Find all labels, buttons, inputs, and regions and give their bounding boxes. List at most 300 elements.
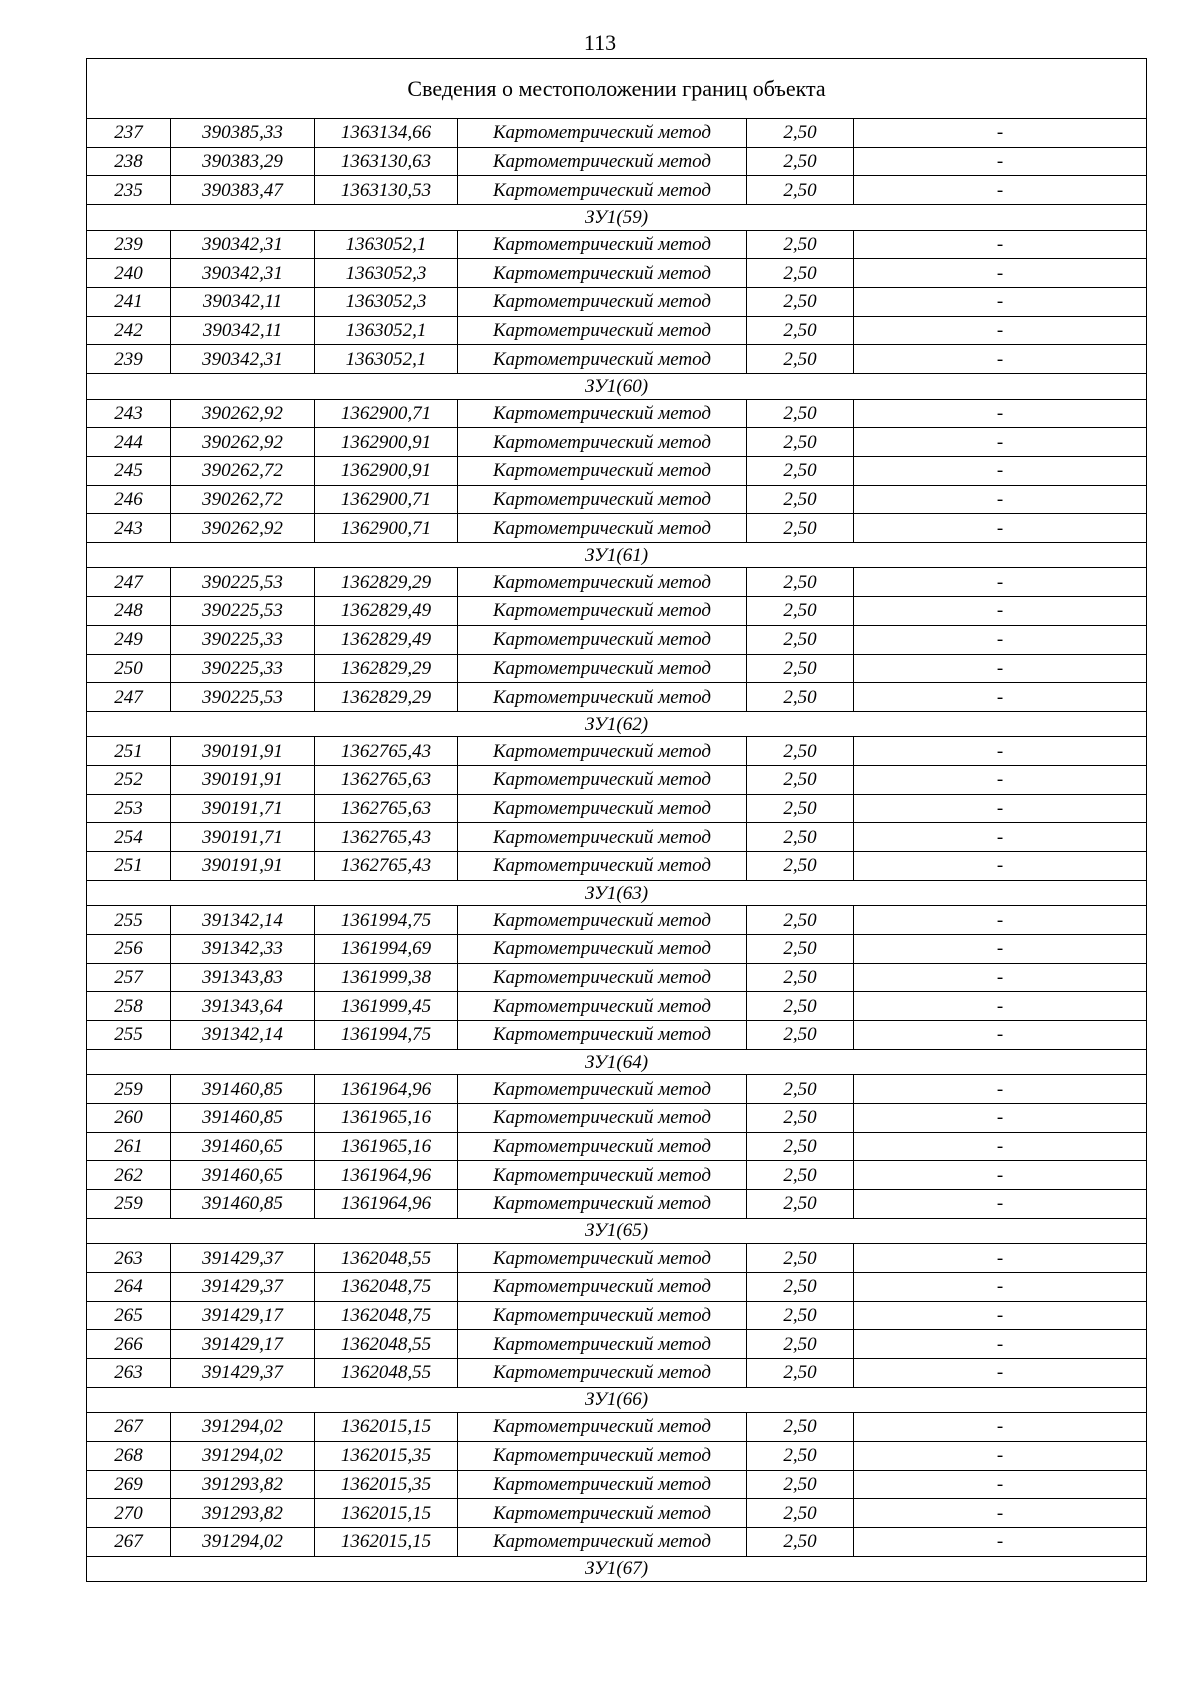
note-cell: - (854, 1161, 1147, 1190)
method-cell: Картометрический метод (458, 316, 747, 345)
y-coordinate-cell: 1362048,55 (315, 1330, 458, 1359)
table-row (87, 147, 1147, 176)
table-row (87, 119, 1147, 148)
table-row (87, 935, 1147, 964)
note-cell: - (854, 456, 1147, 485)
precision-cell: 2,50 (747, 1075, 854, 1104)
method-cell: Картометрический метод (458, 230, 747, 259)
method-cell: Картометрический метод (458, 119, 747, 148)
method-cell: Картометрический метод (458, 1301, 747, 1330)
note-cell: - (854, 1499, 1147, 1528)
y-coordinate-cell: 1361994,75 (315, 1021, 458, 1050)
x-coordinate-cell: 391343,83 (171, 963, 315, 992)
note-cell: - (854, 1470, 1147, 1499)
table-row (87, 1103, 1147, 1132)
point-number-cell: 259 (87, 1190, 171, 1219)
table-row (87, 485, 1147, 514)
note-cell: - (854, 992, 1147, 1021)
precision-cell: 2,50 (747, 147, 854, 176)
precision-cell: 2,50 (747, 1441, 854, 1470)
precision-cell: 2,50 (747, 259, 854, 288)
y-coordinate-cell: 1362900,71 (315, 399, 458, 428)
x-coordinate-cell: 391294,02 (171, 1527, 315, 1556)
x-coordinate-cell: 391342,33 (171, 935, 315, 964)
table-row (87, 428, 1147, 457)
method-cell: Картометрический метод (458, 823, 747, 852)
precision-cell: 2,50 (747, 906, 854, 935)
point-number-cell: 266 (87, 1330, 171, 1359)
table-row (87, 456, 1147, 485)
note-cell: - (854, 625, 1147, 654)
y-coordinate-cell: 1362900,71 (315, 485, 458, 514)
x-coordinate-cell: 390262,72 (171, 456, 315, 485)
note-cell: - (854, 568, 1147, 597)
precision-cell: 2,50 (747, 345, 854, 374)
table-row (87, 345, 1147, 374)
precision-cell: 2,50 (747, 1413, 854, 1442)
section-label: ЗУ1(66) (87, 1387, 1147, 1413)
x-coordinate-cell: 390342,31 (171, 230, 315, 259)
y-coordinate-cell: 1363052,1 (315, 345, 458, 374)
precision-cell: 2,50 (747, 514, 854, 543)
table-row (87, 259, 1147, 288)
point-number-cell: 263 (87, 1244, 171, 1273)
section-label: ЗУ1(61) (87, 542, 1147, 568)
y-coordinate-cell: 1361964,96 (315, 1075, 458, 1104)
x-coordinate-cell: 391342,14 (171, 1021, 315, 1050)
point-number-cell: 238 (87, 147, 171, 176)
precision-cell: 2,50 (747, 568, 854, 597)
method-cell: Картометрический метод (458, 1330, 747, 1359)
section-label: ЗУ1(65) (87, 1218, 1147, 1244)
method-cell: Картометрический метод (458, 1470, 747, 1499)
section-label: ЗУ1(59) (87, 205, 1147, 231)
note-cell: - (854, 823, 1147, 852)
precision-cell: 2,50 (747, 1301, 854, 1330)
x-coordinate-cell: 390385,33 (171, 119, 315, 148)
y-coordinate-cell: 1362015,35 (315, 1470, 458, 1499)
section-row (87, 542, 1147, 568)
precision-cell: 2,50 (747, 428, 854, 457)
method-cell: Картометрический метод (458, 1103, 747, 1132)
method-cell: Картометрический метод (458, 963, 747, 992)
point-number-cell: 256 (87, 935, 171, 964)
y-coordinate-cell: 1363052,3 (315, 287, 458, 316)
point-number-cell: 259 (87, 1075, 171, 1104)
point-number-cell: 269 (87, 1470, 171, 1499)
method-cell: Картометрический метод (458, 1499, 747, 1528)
note-cell: - (854, 852, 1147, 881)
method-cell: Картометрический метод (458, 259, 747, 288)
table-row (87, 683, 1147, 712)
precision-cell: 2,50 (747, 654, 854, 683)
table-row (87, 1272, 1147, 1301)
y-coordinate-cell: 1362765,43 (315, 823, 458, 852)
x-coordinate-cell: 391460,85 (171, 1103, 315, 1132)
note-cell: - (854, 766, 1147, 795)
precision-cell: 2,50 (747, 823, 854, 852)
x-coordinate-cell: 391460,85 (171, 1190, 315, 1219)
note-cell: - (854, 1413, 1147, 1442)
section-label: ЗУ1(63) (87, 880, 1147, 906)
note-cell: - (854, 1330, 1147, 1359)
x-coordinate-cell: 390342,31 (171, 345, 315, 374)
precision-cell: 2,50 (747, 119, 854, 148)
precision-cell: 2,50 (747, 1132, 854, 1161)
x-coordinate-cell: 390191,71 (171, 823, 315, 852)
table-row (87, 1301, 1147, 1330)
section-row (87, 880, 1147, 906)
method-cell: Картометрический метод (458, 514, 747, 543)
table-row (87, 597, 1147, 626)
y-coordinate-cell: 1361994,69 (315, 935, 458, 964)
table-row (87, 176, 1147, 205)
precision-cell: 2,50 (747, 683, 854, 712)
y-coordinate-cell: 1361964,96 (315, 1190, 458, 1219)
precision-cell: 2,50 (747, 766, 854, 795)
y-coordinate-cell: 1362048,55 (315, 1358, 458, 1387)
table-row (87, 399, 1147, 428)
table-row (87, 963, 1147, 992)
table-row (87, 654, 1147, 683)
x-coordinate-cell: 390262,92 (171, 428, 315, 457)
y-coordinate-cell: 1363052,1 (315, 230, 458, 259)
point-number-cell: 250 (87, 654, 171, 683)
section-row (87, 711, 1147, 737)
method-cell: Картометрический метод (458, 1021, 747, 1050)
point-number-cell: 255 (87, 1021, 171, 1050)
precision-cell: 2,50 (747, 935, 854, 964)
method-cell: Картометрический метод (458, 992, 747, 1021)
method-cell: Картометрический метод (458, 794, 747, 823)
method-cell: Картометрический метод (458, 428, 747, 457)
table-row (87, 287, 1147, 316)
precision-cell: 2,50 (747, 399, 854, 428)
point-number-cell: 268 (87, 1441, 171, 1470)
precision-cell: 2,50 (747, 625, 854, 654)
point-number-cell: 264 (87, 1272, 171, 1301)
y-coordinate-cell: 1362765,63 (315, 766, 458, 795)
note-cell: - (854, 1021, 1147, 1050)
method-cell: Картометрический метод (458, 568, 747, 597)
table-row (87, 1132, 1147, 1161)
point-number-cell: 270 (87, 1499, 171, 1528)
precision-cell: 2,50 (747, 176, 854, 205)
x-coordinate-cell: 390191,91 (171, 737, 315, 766)
section-label: ЗУ1(64) (87, 1049, 1147, 1075)
point-number-cell: 258 (87, 992, 171, 1021)
y-coordinate-cell: 1362765,43 (315, 852, 458, 881)
note-cell: - (854, 345, 1147, 374)
table-row (87, 992, 1147, 1021)
x-coordinate-cell: 390225,53 (171, 597, 315, 626)
y-coordinate-cell: 1362015,35 (315, 1441, 458, 1470)
method-cell: Картометрический метод (458, 597, 747, 626)
precision-cell: 2,50 (747, 1021, 854, 1050)
x-coordinate-cell: 391429,37 (171, 1244, 315, 1273)
y-coordinate-cell: 1362900,71 (315, 514, 458, 543)
note-cell: - (854, 1190, 1147, 1219)
table-row (87, 906, 1147, 935)
method-cell: Картометрический метод (458, 1075, 747, 1104)
note-cell: - (854, 485, 1147, 514)
x-coordinate-cell: 390262,72 (171, 485, 315, 514)
point-number-cell: 246 (87, 485, 171, 514)
precision-cell: 2,50 (747, 852, 854, 881)
x-coordinate-cell: 390342,11 (171, 287, 315, 316)
note-cell: - (854, 683, 1147, 712)
y-coordinate-cell: 1362829,29 (315, 683, 458, 712)
y-coordinate-cell: 1363134,66 (315, 119, 458, 148)
note-cell: - (854, 1103, 1147, 1132)
point-number-cell: 243 (87, 399, 171, 428)
y-coordinate-cell: 1362900,91 (315, 428, 458, 457)
section-row (87, 1049, 1147, 1075)
y-coordinate-cell: 1362015,15 (315, 1413, 458, 1442)
point-number-cell: 267 (87, 1413, 171, 1442)
x-coordinate-cell: 391293,82 (171, 1470, 315, 1499)
y-coordinate-cell: 1362829,29 (315, 654, 458, 683)
method-cell: Картометрический метод (458, 485, 747, 514)
table-row (87, 1441, 1147, 1470)
note-cell: - (854, 259, 1147, 288)
section-label: ЗУ1(67) (87, 1556, 1147, 1582)
section-label: ЗУ1(60) (87, 374, 1147, 400)
table-row (87, 568, 1147, 597)
x-coordinate-cell: 390262,92 (171, 514, 315, 543)
point-number-cell: 255 (87, 906, 171, 935)
table-row (87, 1021, 1147, 1050)
point-number-cell: 263 (87, 1358, 171, 1387)
point-number-cell: 248 (87, 597, 171, 626)
precision-cell: 2,50 (747, 1244, 854, 1273)
x-coordinate-cell: 391342,14 (171, 906, 315, 935)
table-row (87, 1499, 1147, 1528)
note-cell: - (854, 1441, 1147, 1470)
precision-cell: 2,50 (747, 737, 854, 766)
note-cell: - (854, 597, 1147, 626)
table-row (87, 1190, 1147, 1219)
point-number-cell: 251 (87, 852, 171, 881)
table-row (87, 1075, 1147, 1104)
point-number-cell: 247 (87, 683, 171, 712)
page-number: 113 (583, 30, 617, 55)
method-cell: Картометрический метод (458, 1527, 747, 1556)
point-number-cell: 247 (87, 568, 171, 597)
point-number-cell: 260 (87, 1103, 171, 1132)
point-number-cell: 243 (87, 514, 171, 543)
table-heading-row (87, 59, 1147, 119)
method-cell: Картометрический метод (458, 737, 747, 766)
precision-cell: 2,50 (747, 1527, 854, 1556)
y-coordinate-cell: 1361999,38 (315, 963, 458, 992)
point-number-cell: 261 (87, 1132, 171, 1161)
table-row (87, 1244, 1147, 1273)
precision-cell: 2,50 (747, 1190, 854, 1219)
note-cell: - (854, 1301, 1147, 1330)
note-cell: - (854, 935, 1147, 964)
table-row (87, 1413, 1147, 1442)
note-cell: - (854, 399, 1147, 428)
point-number-cell: 242 (87, 316, 171, 345)
note-cell: - (854, 1358, 1147, 1387)
section-row (87, 205, 1147, 231)
table-row (87, 230, 1147, 259)
method-cell: Картометрический метод (458, 345, 747, 374)
method-cell: Картометрический метод (458, 1132, 747, 1161)
method-cell: Картометрический метод (458, 1244, 747, 1273)
point-number-cell: 265 (87, 1301, 171, 1330)
table-row (87, 316, 1147, 345)
point-number-cell: 254 (87, 823, 171, 852)
note-cell: - (854, 147, 1147, 176)
table-row (87, 1161, 1147, 1190)
precision-cell: 2,50 (747, 992, 854, 1021)
note-cell: - (854, 428, 1147, 457)
method-cell: Картометрический метод (458, 766, 747, 795)
x-coordinate-cell: 390262,92 (171, 399, 315, 428)
section-row (87, 1387, 1147, 1413)
method-cell: Картометрический метод (458, 1413, 747, 1442)
y-coordinate-cell: 1362765,63 (315, 794, 458, 823)
x-coordinate-cell: 391429,37 (171, 1272, 315, 1301)
point-number-cell: 253 (87, 794, 171, 823)
y-coordinate-cell: 1361999,45 (315, 992, 458, 1021)
note-cell: - (854, 316, 1147, 345)
y-coordinate-cell: 1361994,75 (315, 906, 458, 935)
note-cell: - (854, 737, 1147, 766)
x-coordinate-cell: 390342,31 (171, 259, 315, 288)
y-coordinate-cell: 1362900,91 (315, 456, 458, 485)
precision-cell: 2,50 (747, 794, 854, 823)
precision-cell: 2,50 (747, 1358, 854, 1387)
x-coordinate-cell: 391460,65 (171, 1161, 315, 1190)
table-row (87, 1470, 1147, 1499)
x-coordinate-cell: 391429,17 (171, 1330, 315, 1359)
precision-cell: 2,50 (747, 485, 854, 514)
y-coordinate-cell: 1361965,16 (315, 1103, 458, 1132)
y-coordinate-cell: 1362048,75 (315, 1272, 458, 1301)
y-coordinate-cell: 1362015,15 (315, 1499, 458, 1528)
method-cell: Картометрический метод (458, 935, 747, 964)
note-cell: - (854, 794, 1147, 823)
note-cell: - (854, 1244, 1147, 1273)
point-number-cell: 245 (87, 456, 171, 485)
y-coordinate-cell: 1362829,29 (315, 568, 458, 597)
x-coordinate-cell: 390191,91 (171, 852, 315, 881)
table-heading: Сведения о местоположении границ объекта (87, 59, 1147, 119)
note-cell: - (854, 906, 1147, 935)
section-row (87, 1218, 1147, 1244)
x-coordinate-cell: 390225,33 (171, 654, 315, 683)
x-coordinate-cell: 390383,47 (171, 176, 315, 205)
point-number-cell: 267 (87, 1527, 171, 1556)
precision-cell: 2,50 (747, 1330, 854, 1359)
point-number-cell: 240 (87, 259, 171, 288)
method-cell: Картометрический метод (458, 1190, 747, 1219)
y-coordinate-cell: 1362015,15 (315, 1527, 458, 1556)
precision-cell: 2,50 (747, 597, 854, 626)
point-number-cell: 257 (87, 963, 171, 992)
point-number-cell: 237 (87, 119, 171, 148)
point-number-cell: 235 (87, 176, 171, 205)
x-coordinate-cell: 391460,85 (171, 1075, 315, 1104)
note-cell: - (854, 119, 1147, 148)
table-row (87, 1330, 1147, 1359)
precision-cell: 2,50 (747, 1161, 854, 1190)
y-coordinate-cell: 1362829,49 (315, 597, 458, 626)
note-cell: - (854, 1527, 1147, 1556)
section-label: ЗУ1(62) (87, 711, 1147, 737)
note-cell: - (854, 1075, 1147, 1104)
point-number-cell: 251 (87, 737, 171, 766)
method-cell: Картометрический метод (458, 399, 747, 428)
x-coordinate-cell: 391429,17 (171, 1301, 315, 1330)
point-number-cell: 239 (87, 230, 171, 259)
precision-cell: 2,50 (747, 230, 854, 259)
table-row (87, 823, 1147, 852)
table-row (87, 766, 1147, 795)
table-row (87, 1527, 1147, 1556)
x-coordinate-cell: 390191,91 (171, 766, 315, 795)
point-number-cell: 244 (87, 428, 171, 457)
table-row (87, 1358, 1147, 1387)
precision-cell: 2,50 (747, 1470, 854, 1499)
precision-cell: 2,50 (747, 1499, 854, 1528)
x-coordinate-cell: 391429,37 (171, 1358, 315, 1387)
table-row (87, 514, 1147, 543)
x-coordinate-cell: 391293,82 (171, 1499, 315, 1528)
precision-cell: 2,50 (747, 963, 854, 992)
y-coordinate-cell: 1362048,55 (315, 1244, 458, 1273)
note-cell: - (854, 176, 1147, 205)
boundary-coordinates-table (86, 58, 1147, 1582)
section-row (87, 1556, 1147, 1582)
method-cell: Картометрический метод (458, 1358, 747, 1387)
y-coordinate-cell: 1363130,53 (315, 176, 458, 205)
x-coordinate-cell: 390342,11 (171, 316, 315, 345)
table-row (87, 625, 1147, 654)
x-coordinate-cell: 390191,71 (171, 794, 315, 823)
y-coordinate-cell: 1362765,43 (315, 737, 458, 766)
y-coordinate-cell: 1363052,1 (315, 316, 458, 345)
x-coordinate-cell: 391294,02 (171, 1441, 315, 1470)
x-coordinate-cell: 391343,64 (171, 992, 315, 1021)
method-cell: Картометрический метод (458, 683, 747, 712)
method-cell: Картометрический метод (458, 287, 747, 316)
point-number-cell: 249 (87, 625, 171, 654)
note-cell: - (854, 1272, 1147, 1301)
section-row (87, 374, 1147, 400)
method-cell: Картометрический метод (458, 1161, 747, 1190)
y-coordinate-cell: 1363130,63 (315, 147, 458, 176)
method-cell: Картометрический метод (458, 654, 747, 683)
point-number-cell: 241 (87, 287, 171, 316)
precision-cell: 2,50 (747, 456, 854, 485)
note-cell: - (854, 514, 1147, 543)
table-row (87, 737, 1147, 766)
note-cell: - (854, 1132, 1147, 1161)
x-coordinate-cell: 390225,33 (171, 625, 315, 654)
note-cell: - (854, 963, 1147, 992)
y-coordinate-cell: 1361964,96 (315, 1161, 458, 1190)
y-coordinate-cell: 1362048,75 (315, 1301, 458, 1330)
method-cell: Картометрический метод (458, 852, 747, 881)
method-cell: Картометрический метод (458, 456, 747, 485)
method-cell: Картометрический метод (458, 1272, 747, 1301)
note-cell: - (854, 654, 1147, 683)
method-cell: Картометрический метод (458, 147, 747, 176)
